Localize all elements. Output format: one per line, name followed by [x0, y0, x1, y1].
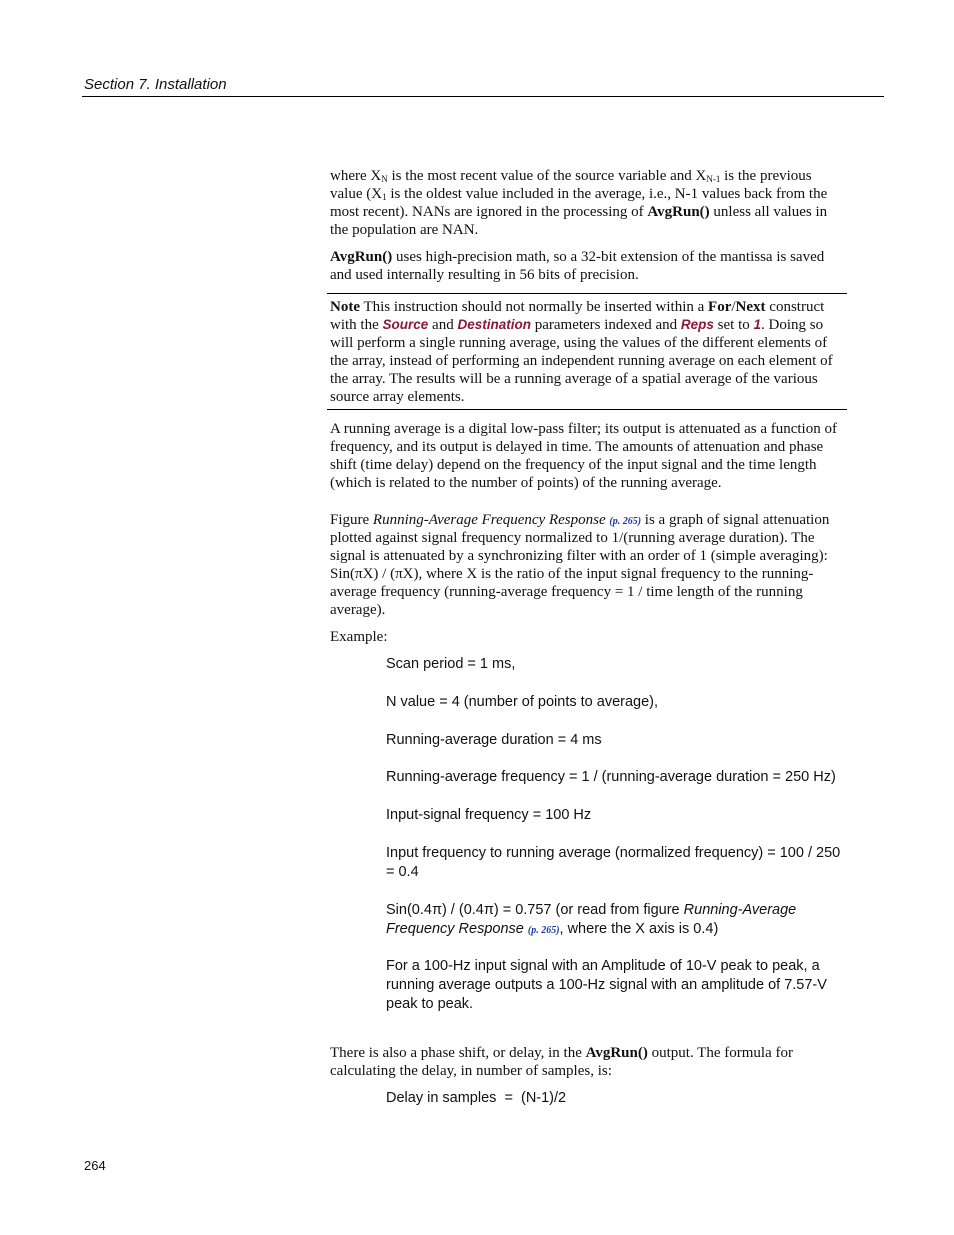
example-line: Sin(0.4π) / (0.4π) = 0.757 (or read from figure Running-Average Frequency Response (p. 265), where the X axis is 0.4) — [386, 902, 797, 937]
page-ref-link[interactable]: (p. 265) — [609, 516, 642, 527]
example-line: Running-average frequency = 1 / (running-average duration = 250 Hz) — [386, 769, 836, 785]
paragraph-figure-description: Figure Running-Average Frequency Response (p. 265) is a graph of signal attenuation plotted against signal frequency normalized to 1/(running average duration). The signal is attenuated by a synchronizing filter with an order of 1 (simple averaging): Sin(πX) / (πX), where X is the ratio of the input signal frequency to the running-average frequency (running-average frequency = 1 / time length of the running average). — [330, 512, 830, 618]
page-ref-link[interactable]: (p. 265) — [527, 925, 560, 936]
delay-formula: Delay in samples = (N-1)/2 — [386, 1090, 567, 1106]
param-reps: Reps — [680, 317, 714, 332]
section-header: Section 7. Installation — [84, 76, 227, 93]
page-number: 264 — [84, 1158, 106, 1173]
example-line: N value = 4 (number of points to average), — [386, 694, 659, 710]
param-destination: Destination — [457, 317, 531, 332]
figure-title: Running-Average Frequency Response — [372, 512, 606, 528]
example-line: Input-signal frequency = 100 Hz — [386, 807, 592, 823]
paragraph-precision: AvgRun() uses high-precision math, so a 32-bit extension of the mantissa is saved and used internally resulting in 56 bits of precision. — [330, 249, 825, 283]
header-rule — [82, 96, 884, 97]
example-line: Scan period = 1 ms, — [386, 656, 516, 672]
figure-title: Running-Average Frequency Response — [386, 902, 797, 937]
example-line: Running-average duration = 4 ms — [386, 732, 602, 748]
example-line: For a 100-Hz input signal with an Amplitude of 10-V peak to peak, a running average outputs a 100-Hz signal with an amplitude of 7.57-V peak to peak. — [386, 958, 827, 1012]
paragraph-source-values: where $X_N$ is the most recent value of the source variable and $X_{N-1}$ is the previous value ($X_1$ is the oldest value included in the average, i.e., N-1 values back from the most recent). NANs are ignored in the processing of AvgRun() unless all values in the population are NAN. — [330, 168, 828, 238]
note-label: Note — [330, 299, 360, 315]
param-value-one: 1 — [753, 317, 762, 332]
example-line: Input frequency to running average (normalized frequency) = 100 / 250 = 0.4 — [386, 845, 841, 880]
paragraph-phase-shift: There is also a phase shift, or delay, in the AvgRun() output. The formula for calculating the delay, in number of samples, is: — [330, 1045, 793, 1079]
paragraph-low-pass-filter: A running average is a digital low-pass filter; its output is attenuated as a function of frequency, and its output is delayed in time. The amounts of attenuation and phase shift (time delay) depend on the frequency of the input signal and the time length (which is related to the number of points) of the running average. — [330, 421, 837, 491]
note-box: Note This instruction should not normally be inserted within a For/Next construct with the Source and Destination parameters indexed and Reps set to 1. Doing so will perform a single running average, using the values of the different elements of the array, instead of performing an independent running average on each element of the array. The results will be a running average of a spatial average of the various source array elements. — [327, 293, 847, 410]
param-source: Source — [382, 317, 429, 332]
example-label: Example: — [330, 629, 388, 645]
